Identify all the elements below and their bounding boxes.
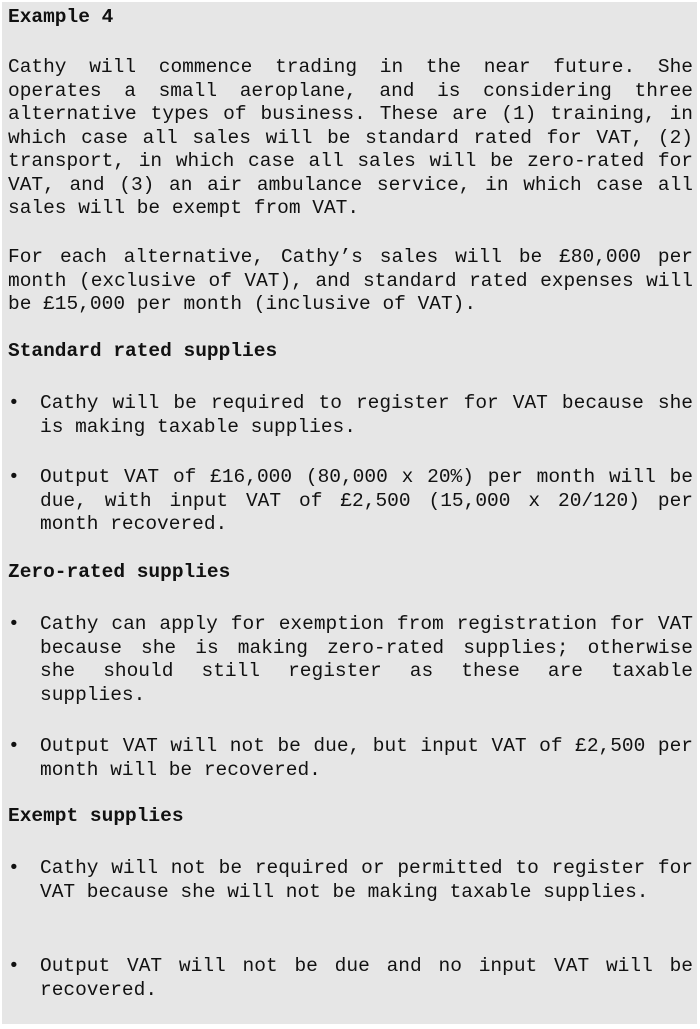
bullet-icon: • bbox=[8, 857, 20, 879]
example-panel bbox=[2, 2, 697, 1024]
example-title: Example 4 bbox=[8, 6, 114, 28]
bullet-text: Cathy will not be required or permitted to register for VAT because she will not be making taxable supplies. bbox=[40, 857, 693, 903]
intro-paragraph-2: For each alternative, Cathy’s sales will be £80,000 per month (exclusive of VAT), and standard rated expenses will be £15,000 per month (inclusive of VAT). bbox=[8, 246, 693, 315]
section-heading-standard-rated: Standard rated supplies bbox=[8, 340, 278, 362]
section-heading-exempt: Exempt supplies bbox=[8, 805, 184, 827]
section-heading-zero-rated: Zero-rated supplies bbox=[8, 561, 231, 583]
bullet-text: Output VAT of £16,000 (80,000 x 20%) per month will be due, with input VAT of £2,500 (15,000 x 20/120) per month recovered. bbox=[40, 466, 693, 535]
bullet-text: Cathy can apply for exemption from registration for VAT because she is making zero-rated supplies; otherwise she should still register as these are taxable supplies. bbox=[40, 613, 693, 706]
bullet-icon: • bbox=[8, 392, 20, 414]
bullet-text: Cathy will be required to register for VAT because she is making taxable supplies. bbox=[40, 392, 693, 438]
bullet-icon: • bbox=[8, 613, 20, 635]
bullet-icon: • bbox=[8, 735, 20, 757]
bullet-icon: • bbox=[8, 955, 20, 977]
bullet-icon: • bbox=[8, 466, 20, 488]
intro-paragraph-1: Cathy will commence trading in the near future. She operates a small aeroplane, and is considering three alternative types of business. These are (1) training, in which case all sales will be standard rated for VAT, (2) transport, in which case all sales will be zero-rated for VAT, and (3) an air ambulance service, in which case all sales will be exempt from VAT. bbox=[8, 56, 693, 219]
bullet-text: Output VAT will not be due, but input VAT of £2,500 per month will be recovered. bbox=[40, 735, 693, 781]
bullet-text: Output VAT will not be due and no input VAT will be recovered. bbox=[40, 955, 693, 1001]
